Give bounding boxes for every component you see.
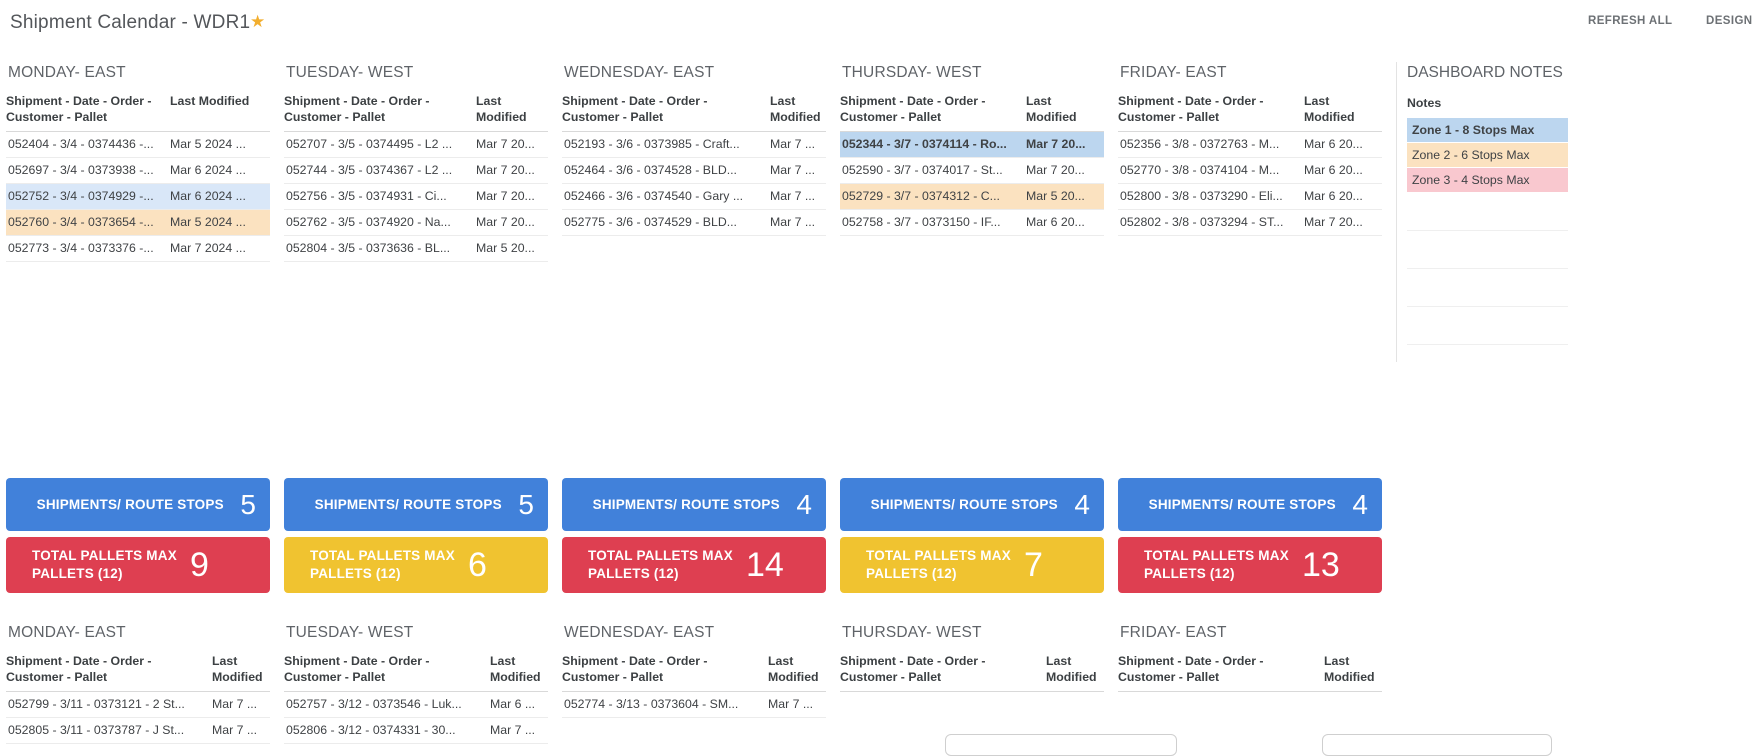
total-pallets-tile-monday[interactable]: TOTAL PALLETS MAX PALLETS (12) 9 (6, 537, 270, 593)
shipment-row[interactable]: 052729 - 3/7 - 0374312 - C... Mar 5 20... (840, 184, 1104, 210)
metric-column-wednesday (562, 478, 826, 593)
note-row-empty (1407, 269, 1568, 307)
total-pallets-value: 6 (468, 545, 487, 584)
shipment-column-header: Shipment - Date - Order - Customer - Pallet (562, 654, 708, 684)
note-row-empty (1407, 231, 1568, 269)
day-column-monday-top (6, 62, 270, 362)
table-header (284, 654, 548, 692)
shipment-column-header: Shipment - Date - Order - Customer - Pallet (6, 654, 152, 684)
table-header (562, 654, 826, 692)
shipment-row[interactable]: 052356 - 3/8 - 0372763 - M... Mar 6 20... (1118, 132, 1382, 158)
day-column-wednesday-bottom (562, 622, 826, 744)
total-pallets-value: 9 (190, 545, 209, 584)
metric-column-friday (1118, 478, 1382, 593)
shipment-column-header: Shipment - Date - Order - Customer - Pallet (284, 94, 430, 124)
shipment-column-header: Shipment - Date - Order - Customer - Pallet (1118, 654, 1264, 684)
day-column-thursday-bottom (840, 622, 1104, 744)
shipment-row[interactable]: 052404 - 3/4 - 0374436 -... Mar 5 2024 ... (6, 132, 270, 158)
route-stops-value: 4 (1074, 488, 1090, 520)
route-stops-tile-friday[interactable]: SHIPMENTS/ ROUTE STOPS 4 (1118, 478, 1382, 531)
table-header (840, 94, 1104, 132)
shipment-row[interactable]: 052774 - 3/13 - 0373604 - SM... Mar 7 ... (562, 692, 826, 718)
shipment-row[interactable]: 052770 - 3/8 - 0374104 - M... Mar 6 20... (1118, 158, 1382, 184)
day-header: MONDAY- EAST (8, 624, 126, 641)
total-pallets-value: 14 (746, 545, 784, 584)
last-modified-column-header: Last Modified (1046, 654, 1097, 684)
notes-panel-title: DASHBOARD NOTES (1407, 64, 1563, 81)
last-modified-column-header: Last Modified (768, 654, 819, 684)
shipment-row[interactable]: 052697 - 3/4 - 0373938 -... Mar 6 2024 ... (6, 158, 270, 184)
empty-placeholder-box-friday (1322, 734, 1552, 756)
notes-column-header: Notes (1407, 96, 1442, 110)
table-header (6, 654, 270, 692)
total-pallets-tile-tuesday[interactable]: TOTAL PALLETS MAX PALLETS (12) 6 (284, 537, 548, 593)
shipment-row[interactable]: 052805 - 3/11 - 0373787 - J St... Mar 7 ... (6, 718, 270, 744)
refresh-all-button[interactable]: REFRESH ALL (1588, 15, 1673, 27)
shipment-row[interactable]: 052590 - 3/7 - 0374017 - St... Mar 7 20... (840, 158, 1104, 184)
day-column-wednesday-top (562, 62, 826, 362)
route-stops-tile-thursday[interactable]: SHIPMENTS/ ROUTE STOPS 4 (840, 478, 1104, 531)
note-row[interactable]: Zone 3 - 4 Stops Max (1407, 168, 1568, 192)
last-modified-column-header: Last Modified (1324, 654, 1375, 684)
shipment-row[interactable]: 052466 - 3/6 - 0374540 - Gary ... Mar 7 ... (562, 184, 826, 210)
day-column-tuesday-bottom (284, 622, 548, 744)
last-modified-column-header: Last Modified (770, 94, 821, 124)
day-header: TUESDAY- WEST (286, 624, 414, 641)
route-stops-tile-monday[interactable]: SHIPMENTS/ ROUTE STOPS 5 (6, 478, 270, 531)
shipment-row[interactable]: 052775 - 3/6 - 0374529 - BLD... Mar 7 ... (562, 210, 826, 236)
shipment-row[interactable]: 052804 - 3/5 - 0373636 - BL... Mar 5 20... (284, 236, 548, 262)
shipment-row[interactable]: 052757 - 3/12 - 0373546 - Luk... Mar 6 ... (284, 692, 548, 718)
table-header (6, 94, 270, 132)
day-column-thursday-top (840, 62, 1104, 362)
day-header: THURSDAY- WEST (842, 64, 982, 81)
last-modified-column-header: Last Modified (212, 654, 263, 684)
page-title: Shipment Calendar - WDR1 (10, 12, 251, 33)
shipment-column-header: Shipment - Date - Order - Customer - Pallet (6, 94, 152, 124)
route-stops-tile-tuesday[interactable]: SHIPMENTS/ ROUTE STOPS 5 (284, 478, 548, 531)
table-header (1118, 654, 1382, 692)
top-week-section (6, 62, 1568, 362)
shipment-column-header: Shipment - Date - Order - Customer - Pallet (840, 654, 986, 684)
note-row[interactable]: Zone 1 - 8 Stops Max (1407, 118, 1568, 142)
day-column-friday-top (1118, 62, 1382, 362)
table-header (1118, 94, 1382, 132)
last-modified-column-header: Last Modified (170, 94, 250, 108)
day-column-tuesday-top (284, 62, 548, 362)
dashboard-notes-panel (1396, 62, 1568, 362)
shipment-column-header: Shipment - Date - Order - Customer - Pallet (562, 94, 708, 124)
shipment-row[interactable]: 052344 - 3/7 - 0374114 - Ro... Mar 7 20... (840, 132, 1104, 158)
total-pallets-tile-wednesday[interactable]: TOTAL PALLETS MAX PALLETS (12) 14 (562, 537, 826, 593)
last-modified-column-header: Last Modified (490, 654, 541, 684)
design-button[interactable]: DESIGN (1706, 15, 1753, 27)
total-pallets-value: 13 (1302, 545, 1340, 584)
shipment-row[interactable]: 052758 - 3/7 - 0373150 - IF... Mar 6 20... (840, 210, 1104, 236)
total-pallets-tile-thursday[interactable]: TOTAL PALLETS MAX PALLETS (12) 7 (840, 537, 1104, 593)
total-pallets-value: 7 (1024, 545, 1043, 584)
note-row[interactable]: Zone 2 - 6 Stops Max (1407, 143, 1568, 167)
shipment-column-header: Shipment - Date - Order - Customer - Pallet (1118, 94, 1264, 124)
note-row-empty (1407, 307, 1568, 345)
shipment-row[interactable]: 052756 - 3/5 - 0374931 - Ci... Mar 7 20... (284, 184, 548, 210)
bottom-week-section (6, 622, 1382, 744)
shipment-row[interactable]: 052752 - 3/4 - 0374929 -... Mar 6 2024 ... (6, 184, 270, 210)
last-modified-column-header: Last Modified (476, 94, 527, 124)
table-header (284, 94, 548, 132)
shipment-column-header: Shipment - Date - Order - Customer - Pallet (840, 94, 986, 124)
metrics-row (6, 478, 1382, 593)
day-header: WEDNESDAY- EAST (564, 64, 715, 81)
shipment-row[interactable]: 052799 - 3/11 - 0373121 - 2 St... Mar 7 ... (6, 692, 270, 718)
shipment-row[interactable]: 052802 - 3/8 - 0373294 - ST... Mar 7 20... (1118, 210, 1382, 236)
route-stops-value: 4 (1352, 488, 1368, 520)
shipment-row[interactable]: 052800 - 3/8 - 0373290 - Eli... Mar 6 20... (1118, 184, 1382, 210)
day-header: FRIDAY- EAST (1120, 624, 1227, 641)
day-header: TUESDAY- WEST (286, 64, 414, 81)
day-header: THURSDAY- WEST (842, 624, 982, 641)
shipment-row[interactable]: 052744 - 3/5 - 0374367 - L2 ... Mar 7 20... (284, 158, 548, 184)
metric-column-thursday (840, 478, 1104, 593)
top-bar (0, 0, 1753, 48)
table-header (562, 94, 826, 132)
day-header: FRIDAY- EAST (1120, 64, 1227, 81)
last-modified-column-header: Last Modified (1304, 94, 1355, 124)
route-stops-value: 5 (518, 488, 534, 520)
shipment-row[interactable]: 052760 - 3/4 - 0373654 -... Mar 5 2024 ... (6, 210, 270, 236)
day-column-friday-bottom (1118, 622, 1382, 744)
shipment-row[interactable]: 052762 - 3/5 - 0374920 - Na... Mar 7 20... (284, 210, 548, 236)
route-stops-value: 5 (240, 488, 256, 520)
empty-placeholder-box-thursday (945, 734, 1177, 756)
total-pallets-tile-friday[interactable]: TOTAL PALLETS MAX PALLETS (12) 13 (1118, 537, 1382, 593)
day-header: WEDNESDAY- EAST (564, 624, 715, 641)
route-stops-tile-wednesday[interactable]: SHIPMENTS/ ROUTE STOPS 4 (562, 478, 826, 531)
shipment-row[interactable]: 052464 - 3/6 - 0374528 - BLD... Mar 7 ... (562, 158, 826, 184)
metric-column-monday (6, 478, 270, 593)
shipment-row[interactable]: 052193 - 3/6 - 0373985 - Craft... Mar 7 ... (562, 132, 826, 158)
day-column-monday-bottom (6, 622, 270, 744)
day-header: MONDAY- EAST (8, 64, 126, 81)
shipment-row[interactable]: 052806 - 3/12 - 0374331 - 30... Mar 7 ... (284, 718, 548, 744)
last-modified-column-header: Last Modified (1026, 94, 1077, 124)
shipment-column-header: Shipment - Date - Order - Customer - Pallet (284, 654, 430, 684)
shipment-row[interactable]: 052773 - 3/4 - 0373376 -... Mar 7 2024 ... (6, 236, 270, 262)
favorite-star-icon[interactable]: ★ (250, 12, 266, 31)
note-row-empty (1407, 193, 1568, 231)
table-header (840, 654, 1104, 692)
route-stops-value: 4 (796, 488, 812, 520)
metric-column-tuesday (284, 478, 548, 593)
shipment-row[interactable]: 052707 - 3/5 - 0374495 - L2 ... Mar 7 20... (284, 132, 548, 158)
